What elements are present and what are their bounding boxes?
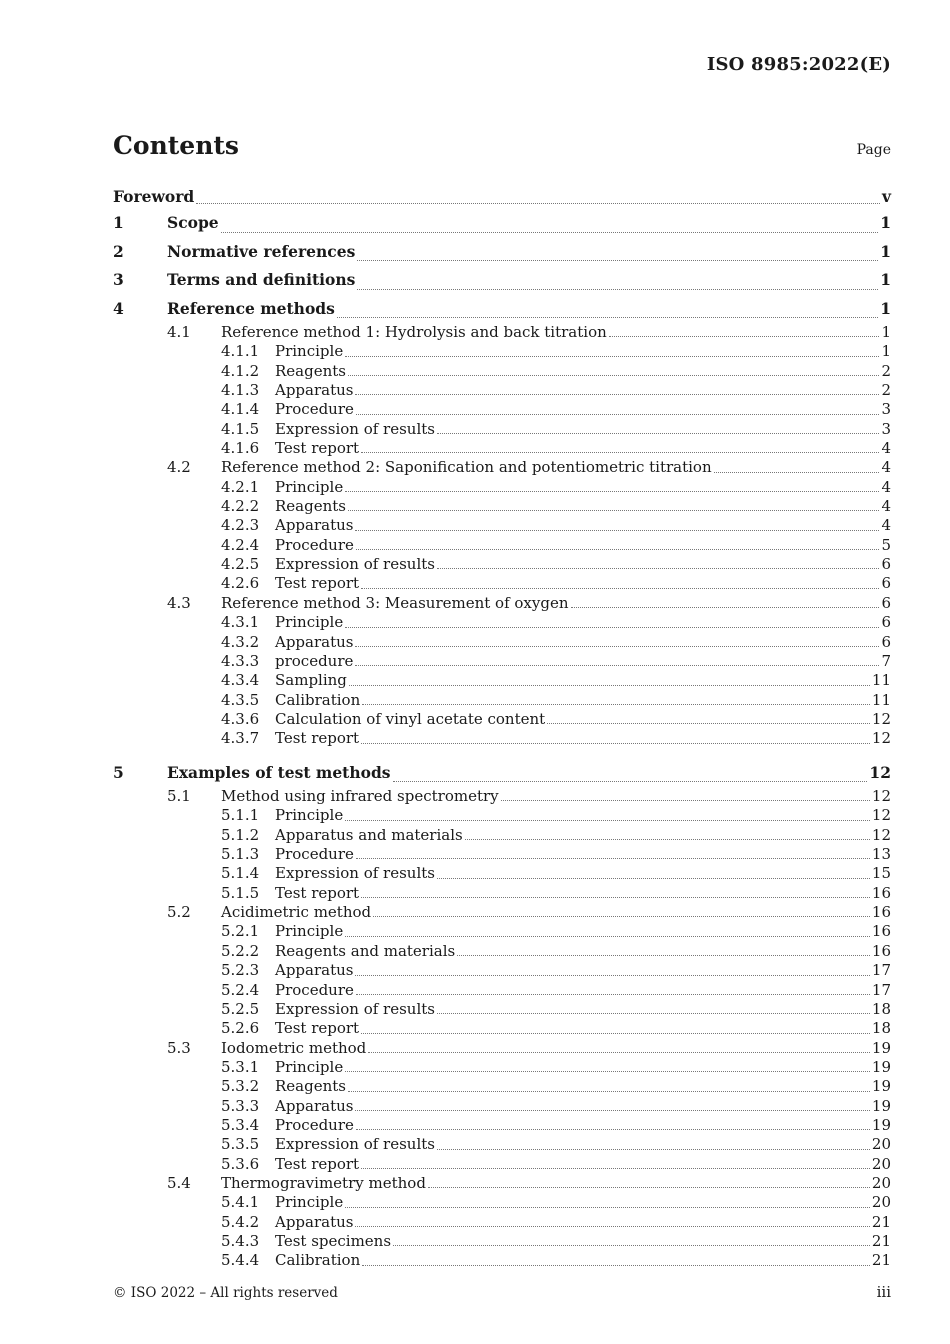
toc-entry-page[interactable]: 16: [871, 883, 891, 902]
dot-leader: [357, 260, 878, 261]
toc-entry-number: 4.3.7: [221, 729, 260, 748]
dot-leader: [345, 936, 870, 937]
toc-entry-number: 5.4: [167, 1173, 191, 1192]
toc-entry[interactable]: [113, 845, 891, 864]
toc-entry-number: 5.1.5: [221, 883, 260, 902]
toc-entry-title[interactable]: Procedure: [275, 535, 354, 554]
toc-entry-page[interactable]: v: [881, 187, 891, 206]
toc-entry[interactable]: [113, 884, 891, 903]
toc-entry-number: 5.2.6: [221, 1019, 260, 1038]
toc-entry-number: 5.3: [167, 1038, 191, 1057]
toc-entry-number: 4.2.5: [221, 555, 260, 574]
toc-entry-number: 5.1.2: [221, 825, 260, 844]
toc-entry-number: 4.2: [167, 458, 191, 477]
toc-entry-page[interactable]: 6: [881, 593, 891, 612]
dot-leader: [437, 1013, 870, 1014]
toc-entry-page[interactable]: 4: [881, 516, 891, 535]
toc-entry-page[interactable]: 19: [871, 1057, 891, 1076]
dot-leader: [361, 1168, 870, 1169]
copyright-notice: © ISO 2022 – All rights reserved: [113, 1285, 338, 1301]
toc-entry-number: 4.2.3: [221, 516, 260, 535]
toc-entry-title[interactable]: Scope: [167, 213, 219, 232]
toc-entry-page[interactable]: 19: [871, 1038, 891, 1057]
toc-entry-title[interactable]: Procedure: [275, 400, 354, 419]
toc-entry-title[interactable]: Reagents: [275, 361, 346, 380]
dot-leader: [437, 878, 870, 879]
toc-entry-title[interactable]: Examples of test methods: [167, 762, 391, 782]
toc-entry[interactable]: [113, 759, 891, 788]
dot-leader: [368, 1052, 870, 1053]
toc-entry-title[interactable]: Calibration: [275, 690, 361, 709]
toc-entry-title[interactable]: Test report: [275, 883, 360, 902]
dot-leader: [457, 955, 870, 956]
toc-entry[interactable]: [113, 1019, 891, 1038]
toc-entry-title[interactable]: Principle: [275, 342, 344, 361]
dot-leader: [393, 781, 868, 782]
dot-leader: [361, 1033, 870, 1034]
toc-entry-number: 5.3.5: [221, 1135, 260, 1154]
dot-leader: [345, 820, 870, 821]
toc-entry-title[interactable]: Test specimens: [275, 1231, 392, 1250]
toc-entry[interactable]: [113, 420, 891, 439]
toc-entry-page[interactable]: 12: [871, 806, 891, 825]
toc-entry-page[interactable]: 6: [881, 632, 891, 651]
toc-entry-page[interactable]: 6: [881, 574, 891, 593]
toc-entry-title[interactable]: Procedure: [275, 980, 354, 999]
dot-leader: [355, 665, 879, 666]
dot-leader: [361, 588, 879, 589]
toc-entry[interactable]: [113, 710, 891, 729]
toc-entry-page[interactable]: 12: [871, 787, 891, 806]
toc-entry-page[interactable]: 12: [871, 825, 891, 844]
toc-entry-number: 4.1: [167, 323, 191, 341]
toc-entry-number: 4.3.6: [221, 709, 260, 728]
toc-entry-number: 5.3.6: [221, 1154, 260, 1173]
toc-entry-page[interactable]: 15: [871, 864, 891, 883]
toc-entry[interactable]: [113, 1174, 891, 1193]
toc-entry-page[interactable]: 2: [881, 381, 891, 400]
dot-leader: [345, 627, 879, 628]
dot-leader: [345, 1207, 870, 1208]
toc-entry-title[interactable]: Expression of results: [275, 1135, 435, 1154]
dot-leader: [373, 916, 870, 917]
dot-leader: [465, 839, 870, 840]
toc-entry-page[interactable]: 1: [880, 298, 891, 318]
dot-leader: [361, 897, 870, 898]
toc-entry-page[interactable]: 20: [871, 1154, 891, 1173]
toc-entry-number: 5.4.2: [221, 1212, 260, 1231]
toc-entry-title[interactable]: Calibration: [275, 1251, 361, 1270]
toc-entry-title[interactable]: Principle: [275, 1057, 344, 1076]
toc-entry-title[interactable]: Sampling: [275, 671, 347, 690]
toc-entry-page[interactable]: 20: [871, 1135, 891, 1154]
toc-entry-number: 3: [113, 270, 124, 289]
toc-entry-title[interactable]: Principle: [275, 806, 344, 825]
toc-entry[interactable]: [113, 1000, 891, 1019]
toc-entry-page[interactable]: 17: [871, 961, 891, 980]
toc-entry-number: 5.2.4: [221, 980, 260, 999]
toc-entry-page[interactable]: 12: [871, 729, 891, 748]
toc-entry-number: 4.1.6: [221, 439, 260, 458]
toc-entry-page[interactable]: 21: [871, 1231, 891, 1250]
toc-entry-title[interactable]: Procedure: [275, 1115, 354, 1134]
toc-entry-title[interactable]: Reference method 2: Saponification and potentiometric titration: [221, 458, 712, 477]
toc-entry-title[interactable]: Reagents and materials: [275, 941, 456, 960]
toc-entry-number: 1: [113, 213, 124, 232]
toc-entry-title[interactable]: Reagents: [275, 1077, 346, 1096]
dot-leader: [348, 375, 879, 376]
toc-entry-number: 5.1.3: [221, 845, 260, 864]
toc-entry-number: 4.2.4: [221, 535, 260, 554]
toc-entry-number: 5.2.1: [221, 922, 260, 941]
toc-entry-page[interactable]: 4: [881, 439, 891, 458]
toc-entry-title[interactable]: Acidimetric method: [221, 903, 372, 922]
toc-entry[interactable]: [113, 1135, 891, 1154]
toc-entry-title[interactable]: Reagents: [275, 497, 346, 516]
toc-entry-number: 5.2.2: [221, 941, 260, 960]
dot-leader: [437, 433, 879, 434]
toc-entry[interactable]: [113, 691, 891, 710]
dot-leader: [345, 491, 879, 492]
toc-entry-title[interactable]: Expression of results: [275, 419, 435, 438]
toc-entry-page[interactable]: 6: [881, 555, 891, 574]
dot-leader: [355, 646, 879, 647]
toc-entry-title[interactable]: procedure: [275, 651, 354, 670]
dot-leader: [337, 317, 878, 318]
dot-leader: [437, 1149, 870, 1150]
toc-entry-page[interactable]: 1: [880, 213, 891, 232]
dot-leader: [501, 800, 870, 801]
toc-entry-title[interactable]: Test report: [275, 1154, 360, 1173]
toc-entry-page[interactable]: 4: [881, 477, 891, 496]
toc-entry-page[interactable]: 17: [871, 980, 891, 999]
toc-entry[interactable]: [113, 400, 891, 419]
dot-leader: [348, 1091, 870, 1092]
toc-entry-title[interactable]: Expression of results: [275, 999, 435, 1018]
toc-entry-number: 4.3.4: [221, 671, 260, 690]
toc-entry-number: 5.4.3: [221, 1231, 260, 1250]
toc-entry[interactable]: [113, 323, 891, 342]
toc-entry-number: 5.2.5: [221, 999, 260, 1018]
toc-entry-title[interactable]: Apparatus: [275, 381, 354, 400]
toc-entry-number: 4.2.1: [221, 477, 260, 496]
dot-leader: [393, 1245, 870, 1246]
toc-entry-page[interactable]: 3: [881, 400, 891, 419]
toc-entry-page[interactable]: 7: [881, 651, 891, 670]
toc-entry-title[interactable]: Method using infrared spectrometry: [221, 787, 499, 806]
toc-entry-page[interactable]: 3: [881, 419, 891, 438]
toc-entry-page[interactable]: 19: [871, 1096, 891, 1115]
toc-entry-title[interactable]: Procedure: [275, 845, 354, 864]
dot-leader: [221, 232, 879, 233]
toc-entry-page[interactable]: 21: [871, 1212, 891, 1231]
dot-leader: [547, 723, 870, 724]
dot-leader: [355, 1226, 869, 1227]
toc-entry-page[interactable]: 12: [871, 709, 891, 728]
dot-leader: [571, 607, 880, 608]
toc-entry[interactable]: [113, 362, 891, 381]
toc-entry[interactable]: [113, 594, 891, 613]
toc-entry-number: 5.1.1: [221, 806, 260, 825]
toc-entry[interactable]: [113, 922, 891, 941]
toc-entry[interactable]: [113, 729, 891, 748]
toc-entry-number: 4.2.2: [221, 497, 260, 516]
toc-entry[interactable]: [113, 613, 891, 632]
dot-leader: [361, 452, 879, 453]
toc-entry[interactable]: [113, 1039, 891, 1058]
dot-leader: [355, 530, 879, 531]
toc-entry[interactable]: [113, 633, 891, 652]
dot-leader: [714, 472, 880, 473]
toc-entry-page[interactable]: 19: [871, 1115, 891, 1134]
toc-entry-page[interactable]: 16: [871, 941, 891, 960]
toc-entry-page[interactable]: 21: [871, 1251, 891, 1270]
toc-entry-number: 4.3.3: [221, 651, 260, 670]
toc-entry-title[interactable]: Reference methods: [167, 298, 335, 318]
toc-entry[interactable]: [113, 497, 891, 516]
toc-entry[interactable]: [113, 903, 891, 922]
toc-entry-number: 5.4.1: [221, 1193, 260, 1212]
toc-entry[interactable]: [113, 574, 891, 593]
toc-entry-title[interactable]: Expression of results: [275, 864, 435, 883]
toc-entry-page[interactable]: 11: [871, 690, 891, 709]
toc-entry-title[interactable]: Test report: [275, 574, 360, 593]
dot-leader: [348, 510, 879, 511]
toc-entry-number: 5.2: [167, 903, 191, 922]
toc-entry-number: 4.2.6: [221, 574, 260, 593]
toc-entry[interactable]: [113, 342, 891, 361]
toc-entry[interactable]: [113, 185, 891, 209]
toc-entry-title[interactable]: Calculation of vinyl acetate content: [275, 709, 546, 728]
dot-leader: [362, 704, 870, 705]
toc-entry[interactable]: [113, 266, 891, 295]
toc-entry-page[interactable]: 1: [880, 270, 891, 289]
toc-entry-title[interactable]: Foreword: [113, 187, 195, 206]
toc-entry[interactable]: [113, 516, 891, 535]
toc-entry[interactable]: [113, 238, 891, 267]
toc-entry-number: 4: [113, 298, 124, 318]
toc-entry-number: 5.3.2: [221, 1077, 260, 1096]
toc-entry-number: 4.1.4: [221, 400, 260, 419]
dot-leader: [349, 685, 870, 686]
toc-entry[interactable]: [113, 1232, 891, 1251]
toc-entry-page[interactable]: 16: [871, 922, 891, 941]
toc-entry-number: 5.2.3: [221, 961, 260, 980]
toc-entry[interactable]: [113, 961, 891, 980]
toc-entry-page[interactable]: 1: [881, 342, 891, 361]
toc-entry-title[interactable]: Apparatus and materials: [275, 825, 463, 844]
toc-entry-page[interactable]: 18: [871, 1019, 891, 1038]
toc-entry[interactable]: [113, 864, 891, 883]
dot-leader: [356, 414, 880, 415]
dot-leader: [609, 336, 880, 337]
toc-entry-page[interactable]: 5: [881, 535, 891, 554]
page-column-label: Page: [856, 142, 891, 158]
toc-entry[interactable]: [113, 671, 891, 690]
toc-entry-title[interactable]: Iodometric method: [221, 1038, 367, 1057]
toc-entry[interactable]: [113, 1116, 891, 1135]
toc-entry-page[interactable]: 2: [881, 361, 891, 380]
toc-entry[interactable]: [113, 381, 891, 400]
toc-entry[interactable]: [113, 1213, 891, 1232]
toc-entry-number: 5.1: [167, 787, 191, 806]
toc-entry-number: 5: [113, 762, 124, 782]
dot-leader: [355, 975, 869, 976]
toc-entry[interactable]: [113, 209, 891, 238]
dot-leader: [196, 203, 880, 204]
table-of-contents: [113, 185, 891, 1271]
toc-entry-number: 2: [113, 241, 124, 261]
toc-entry[interactable]: [113, 1058, 891, 1077]
toc-entry-number: 4.3.2: [221, 632, 260, 651]
toc-entry[interactable]: [113, 439, 891, 458]
toc-entry[interactable]: [113, 555, 891, 574]
toc-entry-number: 4.3.1: [221, 613, 260, 632]
toc-entry-title[interactable]: Apparatus: [275, 961, 354, 980]
dot-leader: [355, 1110, 869, 1111]
toc-entry-title[interactable]: Reference method 1: Hydrolysis and back titration: [221, 323, 607, 341]
toc-entry-number: 5.4.4: [221, 1251, 260, 1270]
toc-entry-number: 4.1.3: [221, 381, 260, 400]
toc-entry-title[interactable]: Principle: [275, 477, 344, 496]
toc-entry-number: 5.3.1: [221, 1057, 260, 1076]
toc-entry[interactable]: [113, 1251, 891, 1270]
toc-entry-page[interactable]: 19: [871, 1077, 891, 1096]
toc-entry[interactable]: [113, 1077, 891, 1096]
toc-entry-page[interactable]: 20: [871, 1193, 891, 1212]
dot-leader: [356, 858, 870, 859]
dot-leader: [437, 568, 879, 569]
dot-leader: [345, 356, 879, 357]
toc-entry[interactable]: [113, 981, 891, 1000]
toc-entry-title[interactable]: Principle: [275, 1193, 344, 1212]
dot-leader: [345, 1071, 870, 1072]
page-title: Contents: [113, 131, 240, 160]
toc-entry[interactable]: [113, 652, 891, 671]
dot-leader: [356, 549, 880, 550]
dot-leader: [361, 743, 870, 744]
toc-entry[interactable]: [113, 806, 891, 825]
toc-entry-title[interactable]: Expression of results: [275, 555, 435, 574]
dot-leader: [355, 394, 879, 395]
toc-entry[interactable]: [113, 536, 891, 555]
toc-entry-number: 5.3.4: [221, 1115, 260, 1134]
toc-entry[interactable]: [113, 942, 891, 961]
dot-leader: [428, 1187, 870, 1188]
toc-entry-page[interactable]: 6: [881, 613, 891, 632]
toc-entry-number: 4.1.1: [221, 342, 260, 361]
toc-entry-number: 4.1.5: [221, 419, 260, 438]
toc-entry-title[interactable]: Test report: [275, 1019, 360, 1038]
toc-entry-title[interactable]: Reference method 3: Measurement of oxygen: [221, 593, 569, 612]
toc-entry[interactable]: [113, 1155, 891, 1174]
toc-entry-page[interactable]: 16: [871, 903, 891, 922]
toc-entry-page[interactable]: 18: [871, 999, 891, 1018]
toc-entry[interactable]: [113, 787, 891, 806]
toc-entry-page[interactable]: 1: [881, 323, 891, 341]
toc-entry-page[interactable]: 4: [881, 497, 891, 516]
toc-entry[interactable]: [113, 458, 891, 477]
dot-leader: [356, 1129, 870, 1130]
toc-entry-title[interactable]: Normative references: [167, 241, 356, 261]
toc-entry-title[interactable]: Test report: [275, 729, 360, 748]
toc-entry-title[interactable]: Principle: [275, 922, 344, 941]
dot-leader: [357, 289, 878, 290]
toc-entry-number: 5.1.4: [221, 864, 260, 883]
page-number: iii: [876, 1283, 891, 1301]
toc-entry-title[interactable]: Thermogravimetry method: [221, 1173, 426, 1192]
toc-entry-title[interactable]: Apparatus: [275, 1096, 354, 1115]
dot-leader: [362, 1265, 870, 1266]
toc-entry[interactable]: [113, 826, 891, 845]
toc-entry-page[interactable]: 12: [869, 762, 891, 782]
document-id: ISO 8985:2022(E): [706, 54, 891, 75]
toc-entry-number: 5.3.3: [221, 1096, 260, 1115]
toc-entry-title[interactable]: Test report: [275, 439, 360, 458]
toc-entry-number: 4.3: [167, 593, 191, 612]
toc-entry-page[interactable]: 20: [871, 1173, 891, 1192]
toc-entry-number: 4.1.2: [221, 361, 260, 380]
dot-leader: [356, 994, 870, 995]
toc-entry[interactable]: [113, 1193, 891, 1212]
toc-entry-page[interactable]: 4: [881, 458, 891, 477]
toc-entry-title[interactable]: Apparatus: [275, 1212, 354, 1231]
toc-entry[interactable]: [113, 1097, 891, 1116]
toc-entry-number: 4.3.5: [221, 690, 260, 709]
toc-entry-title[interactable]: Terms and definitions: [167, 270, 356, 289]
toc-entry-page[interactable]: 11: [871, 671, 891, 690]
toc-entry-page[interactable]: 13: [871, 845, 891, 864]
toc-entry[interactable]: [113, 295, 891, 324]
toc-entry-title[interactable]: Apparatus: [275, 632, 354, 651]
toc-entry-title[interactable]: Principle: [275, 613, 344, 632]
toc-entry[interactable]: [113, 478, 891, 497]
toc-entry-page[interactable]: 1: [880, 241, 891, 261]
toc-entry-title[interactable]: Apparatus: [275, 516, 354, 535]
